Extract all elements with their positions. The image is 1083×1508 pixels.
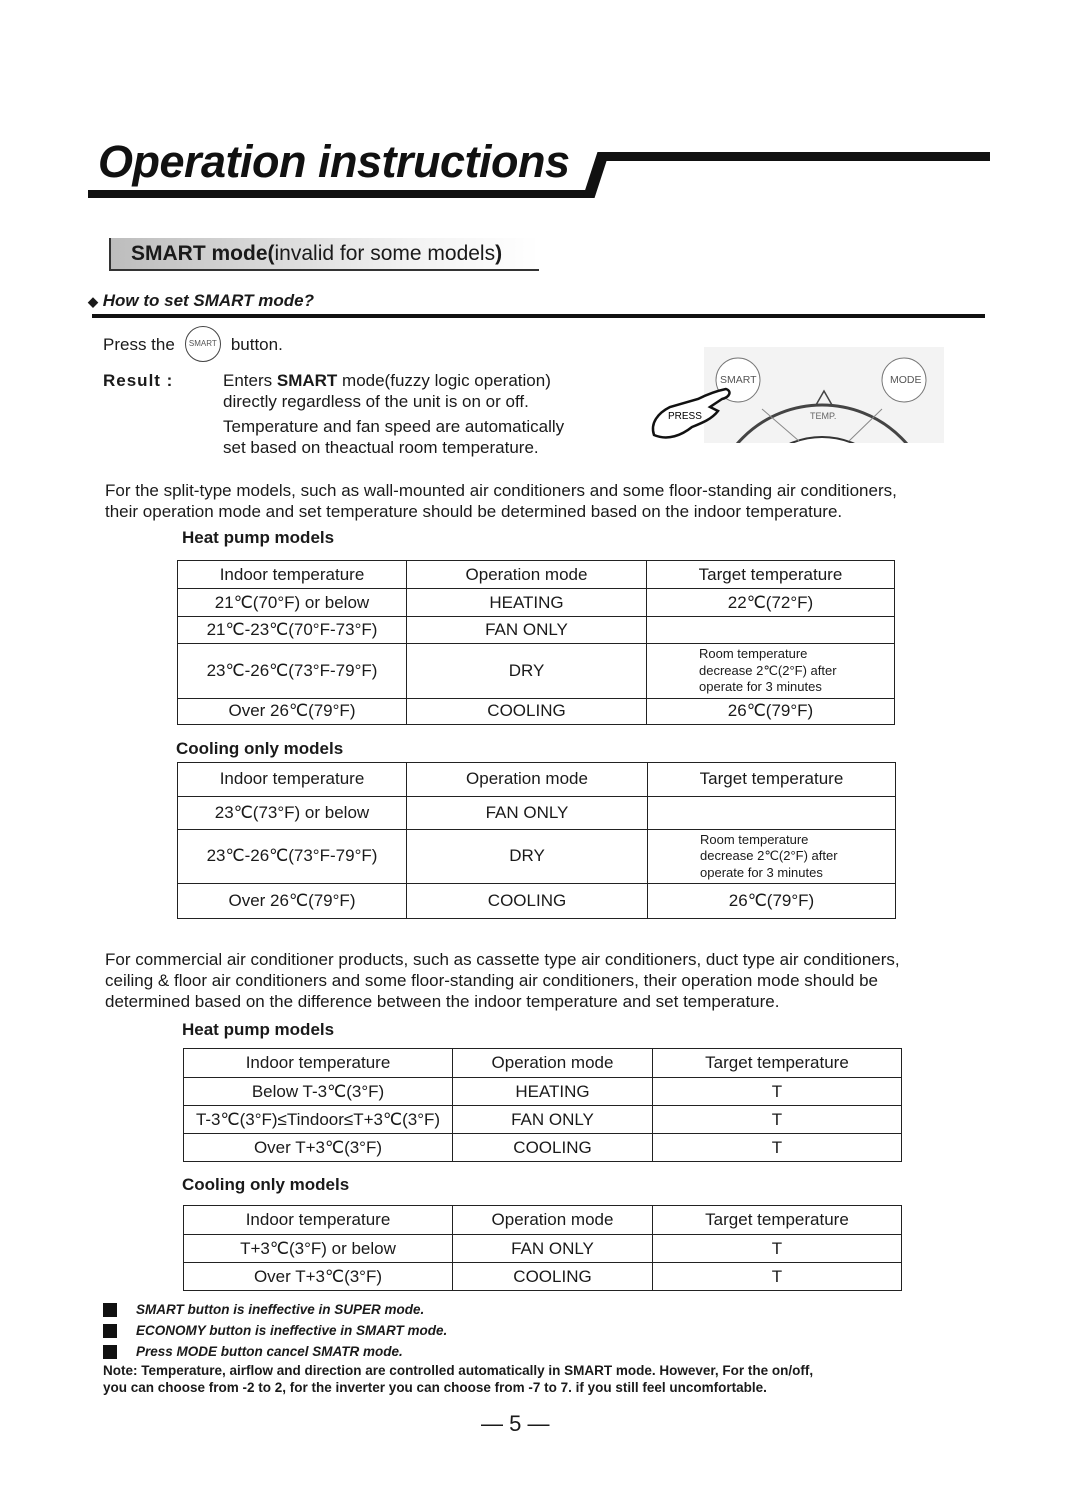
table-row — [184, 1078, 902, 1106]
table-header-cell: Operation mode — [453, 1206, 653, 1235]
page-content — [0, 238, 1083, 1437]
table-header-cell: Indoor temperature — [178, 561, 407, 589]
para2-line1: For commercial air conditioner products, such as cassette type air conditioners, duct type air conditioners, — [105, 950, 900, 969]
howto-heading — [88, 291, 1083, 312]
warning-list — [103, 1299, 1083, 1362]
table-cell: Over 26℃(79°F) — [178, 698, 407, 724]
mode-table-3 — [183, 1048, 902, 1162]
table-row — [184, 1134, 902, 1162]
mode-table-2 — [177, 762, 896, 920]
result-line3: Temperature and fan speed are automatically — [223, 417, 565, 436]
table-row — [178, 698, 895, 724]
remote-smart-label: SMART — [720, 374, 757, 386]
table-row — [178, 796, 896, 829]
table-header-cell: Target temperature — [647, 561, 895, 589]
table-cell: COOLING — [453, 1263, 653, 1291]
table-cell: FAN ONLY — [453, 1106, 653, 1134]
warning-item: Press MODE button cancel SMATR mode. — [136, 1344, 403, 1359]
table-cell: 26℃(79°F) — [648, 884, 896, 919]
warning-row — [103, 1299, 1083, 1320]
note-icon — [103, 1345, 117, 1359]
table-cell: 23℃-26℃(73°F-79°F) — [178, 829, 407, 884]
table-cell — [648, 796, 896, 829]
hand-press-label: PRESS — [668, 411, 702, 422]
table-cell: T — [653, 1078, 902, 1106]
section-heading — [109, 238, 539, 271]
table-row — [178, 589, 895, 617]
result-bold: SMART — [276, 371, 338, 390]
title-rule-top — [604, 152, 990, 161]
table-row — [178, 617, 895, 644]
table1-wrap — [177, 560, 1083, 725]
table-header-cell: Operation mode — [407, 561, 647, 589]
title-rule — [88, 190, 588, 198]
page-number: — 5 — — [481, 1411, 550, 1436]
smart-button-icon: SMART — [185, 326, 221, 362]
table-cell: 23℃-26℃(73°F-79°F) — [178, 644, 407, 699]
section-title-rest: invalid for some models — [274, 242, 496, 265]
table-cell: 26℃(79°F) — [647, 698, 895, 724]
result-block — [103, 370, 564, 458]
mode-table-4 — [183, 1205, 902, 1291]
para1-line2: their operation mode and set temperature should be determined based on the indoor temperature. — [105, 502, 843, 521]
table-row — [184, 1263, 902, 1291]
hand-press-icon — [648, 383, 738, 443]
warning-row — [103, 1320, 1083, 1341]
table-cell: T — [653, 1235, 902, 1263]
note-icon — [103, 1303, 117, 1317]
table-row — [184, 1106, 902, 1134]
table-header-row — [184, 1206, 902, 1235]
warning-item: SMART button is ineffective in SUPER mode. — [136, 1302, 425, 1317]
para2-line3: determined based on the difference between the indoor temperature and set temperature. — [105, 992, 780, 1011]
table-cell: T — [653, 1263, 902, 1291]
table-cell: T — [653, 1106, 902, 1134]
table-cell: COOLING — [453, 1134, 653, 1162]
table-cell: HEATING — [407, 589, 647, 617]
howto-rule — [92, 314, 985, 318]
table4-wrap — [183, 1205, 1083, 1291]
steps-block — [0, 326, 1083, 466]
howto-title: How to set SMART mode? — [102, 291, 314, 310]
table-cell — [647, 617, 895, 644]
result-text: mode(fuzzy logic operation) — [337, 371, 551, 390]
table-header-cell: Operation mode — [407, 762, 648, 796]
table-cell: Room temperature decrease 2℃(2°F) after operate for 3 minutes — [647, 644, 895, 699]
press-before: Press the — [103, 334, 175, 354]
table-cell: T+3℃(3°F) or below — [184, 1235, 453, 1263]
table-cell: 21℃-23℃(70°F-73°F) — [178, 617, 407, 644]
table1-caption: Heat pump models — [182, 528, 335, 547]
table-header-row — [184, 1049, 902, 1078]
para2-line2: ceiling & floor air conditioners and some floor-standing air conditioners, their operation mode should be — [105, 971, 878, 990]
table-row — [178, 644, 895, 699]
table-header-row — [178, 762, 896, 796]
note-line2: you can choose from -2 to 2, for the inverter you can choose from -7 to 7. if you still feel uncomfortable. — [103, 1380, 767, 1395]
press-after: button. — [230, 334, 283, 354]
table-cell: Room temperature decrease 2℃(2°F) after operate for 3 minutes — [648, 829, 896, 884]
section-heading-wrap — [109, 238, 1083, 269]
table-cell: T — [653, 1134, 902, 1162]
result-line4: set based on theactual room temperature. — [223, 438, 539, 457]
table-cell: DRY — [407, 829, 648, 884]
table-cell: FAN ONLY — [453, 1235, 653, 1263]
table-cell: T-3℃(3°F)≤Tindoor≤T+3℃(3°F) — [184, 1106, 453, 1134]
remote-illustration — [704, 347, 944, 443]
table2-caption: Cooling only models — [176, 738, 344, 758]
table-header-cell: Operation mode — [453, 1049, 653, 1078]
table-cell: Over T+3℃(3°F) — [184, 1134, 453, 1162]
section-title-bold: SMART mode( — [131, 242, 275, 265]
table-row — [178, 884, 896, 919]
table-cell: Over T+3℃(3°F) — [184, 1263, 453, 1291]
table-cell: Below T-3℃(3°F) — [184, 1078, 453, 1106]
table-cell: COOLING — [407, 884, 648, 919]
note-icon — [103, 1324, 117, 1338]
result-line1 — [223, 370, 564, 391]
table2-wrap — [177, 762, 1083, 920]
table-header-cell: Indoor temperature — [184, 1206, 453, 1235]
table-header-cell: Target temperature — [653, 1206, 902, 1235]
table-row — [184, 1235, 902, 1263]
result-label: Result : — [103, 371, 174, 390]
table-cell: COOLING — [407, 698, 647, 724]
result-line2: directly regardless of the unit is on or off. — [223, 392, 529, 411]
table-cell: Over 26℃(79°F) — [178, 884, 407, 919]
remote-dial-icon — [704, 347, 944, 443]
page-title: Operation instructions — [98, 136, 570, 187]
table-header-cell: Indoor temperature — [178, 762, 407, 796]
table-header-cell: Target temperature — [648, 762, 896, 796]
table-cell: 23℃(73°F) or below — [178, 796, 407, 829]
para1-line1: For the split-type models, such as wall-mounted air conditioners and some floor-standing air conditioners, — [105, 481, 897, 500]
table4-caption: Cooling only models — [182, 1175, 350, 1194]
table-cell: 21℃(70°F) or below — [178, 589, 407, 617]
result-lines — [223, 370, 564, 458]
table-cell: FAN ONLY — [407, 796, 648, 829]
para2 — [105, 949, 1083, 1012]
table-header-cell: Indoor temperature — [184, 1049, 453, 1078]
para1 — [105, 480, 1083, 522]
table-header-row — [178, 561, 895, 589]
table-row — [178, 829, 896, 884]
diamond-bullet-icon: ◆ — [88, 294, 98, 309]
table3-wrap — [183, 1048, 1083, 1162]
table-cell: 22℃(72°F) — [647, 589, 895, 617]
table-header-cell: Target temperature — [653, 1049, 902, 1078]
warning-item: ECONOMY button is ineffective in SMART mode. — [136, 1323, 448, 1338]
remote-temp-label: TEMP. — [810, 411, 837, 421]
warning-row — [103, 1341, 1083, 1362]
table-cell: FAN ONLY — [407, 617, 647, 644]
section-title-close: ) — [495, 242, 503, 265]
note-line1: Note: Temperature, airflow and direction are controlled automatically in SMART mode. However, For the on/off, — [103, 1363, 814, 1378]
table3-caption: Heat pump models — [182, 1020, 335, 1039]
remote-mode-label: MODE — [890, 374, 922, 386]
table-cell: DRY — [407, 644, 647, 699]
mode-table-1 — [177, 560, 895, 725]
result-text: Enters — [223, 371, 277, 390]
press-row — [103, 326, 283, 362]
table-cell: HEATING — [453, 1078, 653, 1106]
